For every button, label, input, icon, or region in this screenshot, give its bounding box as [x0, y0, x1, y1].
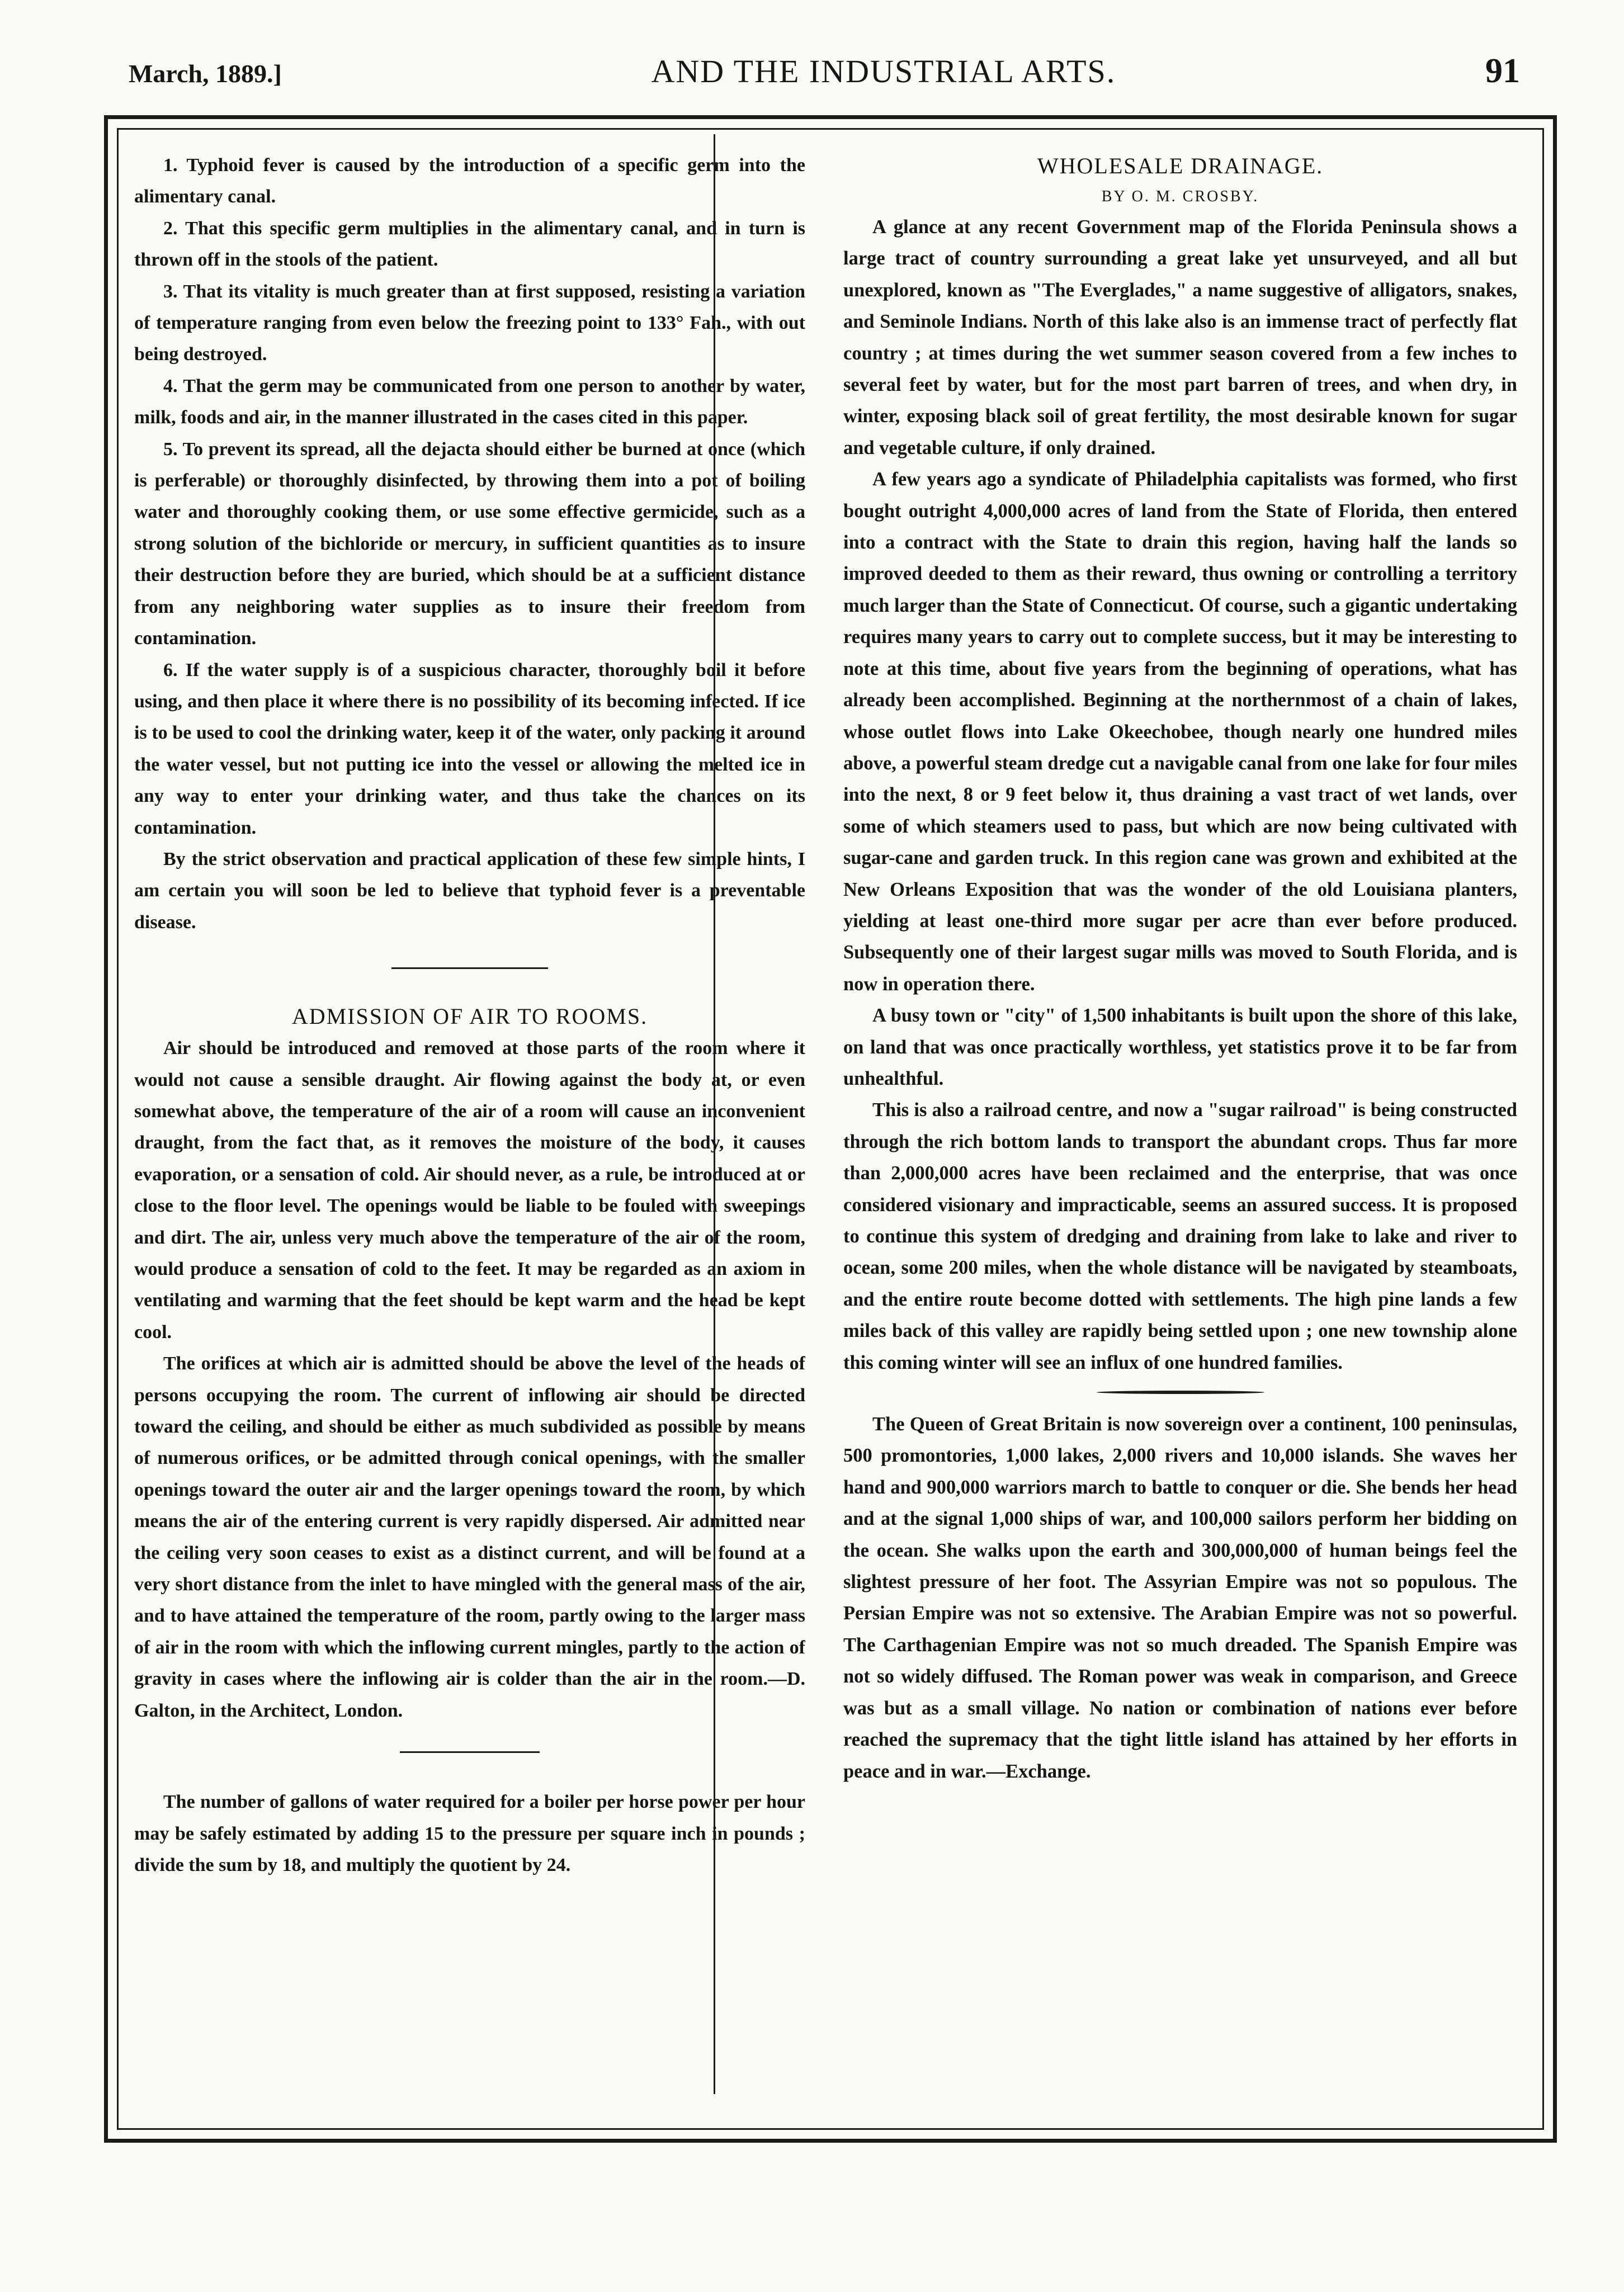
typhoid-point-1: 1. Typhoid fever is caused by the introduction of a specific germ into the alimentary canal. — [134, 155, 805, 207]
drainage-article — [843, 150, 1517, 1378]
article-divider — [391, 967, 548, 969]
page-number: 91 — [1485, 52, 1520, 90]
typhoid-point-6: 6. If the water supply is of a suspicious character, thoroughly boil it before using, and then place it where there is no possibility of its becoming infected. If ice is to be used to cool the drinking water, keep it of the water, only packing it around the water vessel, but not putting ice into the vessel or allowing the melted ice in any way to enter your drinking water, and thus take the chances on its contamination. — [134, 659, 805, 838]
typhoid-point-3: 3. That its vitality is much greater than at first supposed, resisting a variation of temperature ranging from even below the freezing point to 133° Fah., with out being destroyed. — [134, 281, 805, 365]
queen-paragraph: The Queen of Great Britain is now sovereign over a continent, 100 peninsulas, 500 promontories, 1,000 lakes, 2,000 rivers and 10,000 islands. She waves her hand and 900,000 warriors march to battle to conquer or die. She bends her head and at the signal 1,000 ships of war, and 100,000 sailors perform her bidding on the ocean. She walks upon the earth and 300,000,000 of human beings feel the slightest pressure of her foot. The Assyrian Empire was not so populous. The Persian Empire was not so extensive. The Arabian Empire was not so powerful. The Carthagenian Empire was not so much dreaded. The Spanish Empire was not so widely diffused. The Roman power was weak in comparison, and Greece was but as a small village. No nation or combination of nations ever before reached the supremacy that the tight little island has attained by her efforts in peace and in war.—Exchange. — [843, 1414, 1517, 1782]
article-paragraph: The orifices at which air is admitted should be above the level of the heads of persons occupying the room. The current of inflowing air should be directed toward the ceiling, and should be either as much subdivided as possible by means of numerous orifices, or be admitted through conical openings, with the smaller openings toward the outer air and the larger openings toward the room, by which means the air of the entering current is very rapidly dispersed. Air admitted near the ceiling very soon ceases to exist as a distinct current, and will be found at a very short distance from the inlet to have mingled with the general mass of the air, and to have attained the temperature of the room, partly owing to the larger mass of air in the room with which the inflowing current mingles, partly to the action of gravity in cases where the inflowing air is colder than the air in the room.—D. Galton, in the Architect, London. — [134, 1353, 805, 1721]
article-paragraph: A few years ago a syndicate of Philadelphia capitalists was formed, who first bought outright 4,000,000 acres of land from the State of Florida, then entered into a contract with the State to drain this region, having half the lands so improved deeded to them as their reward, thus owning or controlling a territory much larger than the State of Connecticut. Of course, such a gigantic undertaking requires many years to carry out to complete success, but it may be interesting to note at this time, about five years from the beginning of operations, what has already been accomplished. Beginning at the northernmost of a chain of lakes, whose outlet flows into Lake Okeechobee, though nearly one hundred miles above, a powerful steam dredge cut a navigable canal from one lake for four miles into the next, 8 or 9 feet below it, thus draining a vast tract of wet lands, over some of which steamers used to pass, but which are now being cultivated with sugar-cane and garden truck. In this region cane was grown and exhibited at the New Orleans Exposition that was the wonder of the old Louisiana planters, yielding at least one-third more sugar per acre than ever before produced. Subsequently one of their largest sugar mills was moved to South Florida, and is now in operation there. — [843, 469, 1517, 995]
queen-article — [843, 1409, 1517, 1787]
running-head — [129, 51, 1520, 102]
typhoid-point-5: 5. To prevent its spread, all the dejacta should either be burned at once (which is perferable) or thoroughly disinfected, by throwing them into a pot of boiling water and thoroughly cooking them, or use some effective germicide, such as a strong solution of the bichloride or mercury, in sufficient quantities as to insure their destruction before they are buried, which should be at a sufficient distance from any neighboring water supplies as to insure their freedom from contamination. — [134, 438, 805, 649]
issue-date: March, 1889.] — [129, 59, 282, 88]
article-paragraph: Air should be introduced and removed at those parts of the room where it would not cause a sensible draught. Air flowing against the body at, or even somewhat above, the temperature of the air of a room will cause an inconvenient draught, from the fact that, as it removes the moisture of the body, it causes evaporation, or a sensation of cold. Air should never, as a rule, be introduced at or close to the floor level. The openings would be liable to be fouled with sweepings and dirt. The air, unless very much above the temperature of the air of the room, would produce a sensation of cold to the feet. It may be regarded as an axiom in ventilating and warming that the feet should be kept warm and the head be kept cool. — [134, 1038, 805, 1343]
publication-title: AND THE INDUSTRIAL ARTS. — [651, 53, 1116, 89]
article-paragraph: This is also a railroad centre, and now a "sugar railroad" is being constructed through the rich bottom lands to transport the abundant crops. Thus far more than 2,000,000 acres have been reclaimed and the enterprise, that was once considered visionary and impracticable, seems an assured success. It is proposed to continue this system of dredging and draining from lake to lake and river to ocean, some 200 miles, when the whole distance will be navigated by steamboats, and the entire route become dotted with settlements. The high pine lands a few miles back of this valley are rapidly being settled upon ; one new township alone this coming winter will see an influx of one hundred families. — [843, 1099, 1517, 1373]
article-divider — [1097, 1391, 1264, 1394]
boiler-note — [134, 1787, 805, 1881]
typhoid-conclusion: By the strict observation and practical application of these few simple hints, I am certain you will soon be led to believe that typhoid fever is a preventable disease. — [134, 848, 805, 933]
article-title: WHOLESALE DRAINAGE. — [1037, 153, 1324, 178]
article-title: ADMISSION OF AIR TO ROOMS. — [291, 1004, 648, 1029]
admission-article — [134, 1000, 805, 1727]
right-column — [843, 150, 1517, 2138]
article-divider — [400, 1751, 540, 1753]
article-byline: BY O. M. CROSBY. — [1101, 188, 1259, 205]
article-paragraph: A glance at any recent Government map of the Florida Peninsula shows a large tract of country surrounding a great lake yet unsurveyed, and all but unexplored, known as "The Everglades," a name suggestive of alligators, snakes, and Seminole Indians. North of this lake also is an immense tract of perfectly flat country ; at times during the wet summer season covered from a few inches to several feet by water, but for the most part barren of trees, and when dry, in winter, exposing black soil of great fertility, the most desirable known for sugar and vegetable culture, if only drained. — [843, 216, 1517, 459]
typhoid-point-4: 4. That the germ may be communicated from one person to another by water, milk, foods and air, in the manner illustrated in the cases cited in this paper. — [134, 375, 805, 428]
left-column — [134, 150, 805, 2138]
typhoid-article — [134, 150, 805, 938]
typhoid-point-2: 2. That this specific germ multiplies in the alimentary canal, and in turn is thrown off in the stools of the patient. — [134, 218, 805, 271]
boiler-paragraph: The number of gallons of water required for a boiler per horse power per hour may be safely estimated by adding 15 to the pressure per square inch in pounds ; divide the sum by 18, and multiply the quotient by 24. — [134, 1792, 805, 1875]
article-paragraph: A busy town or "city" of 1,500 inhabitants is built upon the shore of this lake, on land that was once practically worthless, yet statistics prove it to be far from unhealthful. — [843, 1005, 1517, 1089]
